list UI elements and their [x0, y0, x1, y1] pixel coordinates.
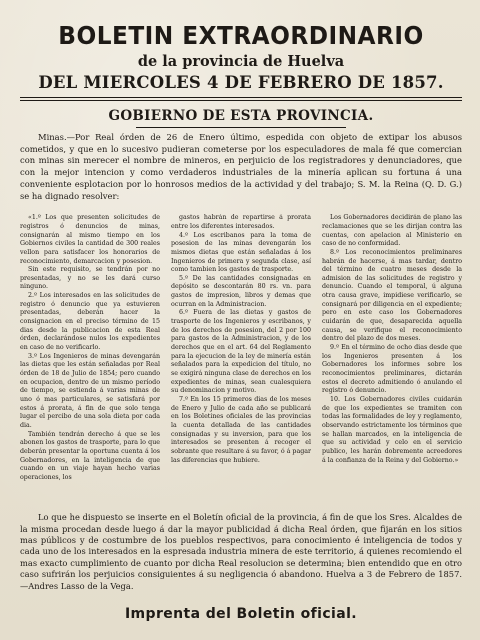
section-title: GOBIERNO DE ESTA PROVINCIA. — [108, 108, 374, 124]
paragraph: 2.º Los interesados en las solicitudes de registro ó denuncio que ya estuvieren presentadas, deberán hacer la consignacion en el preciso término de 15 dias desde la publicacion de esta Real órden, declarándose nulos los expedientes en caso de no verificarlo. — [20, 292, 160, 352]
column-2 — [171, 214, 311, 504]
column-3 — [322, 214, 462, 504]
article-columns — [20, 214, 462, 504]
paragraph: Sin este requisito, se tendrán por no presentadas, y no se les dará curso ninguno. — [20, 266, 160, 291]
paragraph: 9.º En el término de ocho dias desde que los Ingenieros presenten á los Gobernadores los informes sobre los reconocimientos preliminares, dictarán estos el decreto admitiendo ó anulando el registro ó denuncio. — [322, 344, 462, 395]
closing-paragraph: Lo que he dispuesto se inserte en el Boletín oficial de la provincia, á fin de que los Sres. Alcaldes de la misma procedan desde luego á dar la mayor publicidad á dicha Real órden, que fijarán en los sitios mas públicos y de costumbre de los pueblos respectivos, para conocimiento é inteligencia de todos y cada uno de los interesados en la espresada industria minera de este territorio, á quienes recomiendo el mas exacto cumplimiento de cuanto por dicha Real resolucion se determina; bien entendido que en otro caso sufrirán los perjuicios consiguientes á su negligencia ó abandono. Huelva a 3 de Febrero de 1857.—Andres Lasso de la Vega. — [20, 512, 462, 591]
column-1 — [20, 214, 160, 504]
section-rule — [136, 127, 346, 128]
printer-imprint: Imprenta del Boletin oficial. — [124, 606, 358, 623]
paragraph: 7.º En los 15 primeros dias de los meses de Enero y Julio de cada año se publicará en los Boletines oficiales de las provincias la cuenta detallada de las cantidades consignadas y su inversion, para que los interesados se presenten á recoger el sobrante que resultare á su favor, ó á pagar las diferencias que hubiere. — [171, 396, 311, 464]
masthead-title: BOLETIN EXTRAORDINARIO — [58, 21, 424, 50]
paragraph: 6.º Fuera de las dietas y gastos de trasporte de los Ingenieros y escribanos, y de los derechos de posesion, del 2 por 100 para gastos de la Administracion, y de los derechos que en el art. 64 del Reglamento para la ejecucion de la ley de minería están señalados para la expedicion del título, no se exigirá ninguna clase de derechos en los expedientes de minas, sean cualesquiera su denominacion y motivo. — [171, 309, 311, 395]
paragraph: 3.º Los Ingenieros de minas devengarán las dietas que les están señaladas por Real órden de 18 de Julio de 1854; pero cuando en ocupacion, dentro de un mismo período de tiempo, se estienda á varias minas de uno ó mas particulares, se satisfará por estos á prorata, á fin de que solo tenga lugar el percibo de una sola dieta por cada dia. — [20, 352, 160, 429]
header-rule-thin — [20, 100, 462, 101]
header-rule — [20, 97, 462, 98]
paragraph: 10. Los Gobernadores civiles cuidarán de que los expedientes se tramiten con todas las formalidades de ley y reglamento, observando estrictamente los términos que se hallan marcados, en la inteligencia de que su actividad y celo en el servicio publico, les harán dobremente acreedores á la confianza de la Reina y del Gobierno.» — [322, 396, 462, 464]
paragraph: 5.º De las cantidades consignadas en depósito se descontarán 80 rs. vn. para gastos de impresion, libros y demas que ocurran en la Administracion. — [171, 274, 311, 308]
paragraph: gastos habrán de repartirse á prorata entre los diferentes interesados. — [171, 214, 311, 230]
paragraph: «1.º Los que presenten solicitudes de registros ó denuncios de minas, consignarán al mismo tiempo en los Gobiernos civiles la cantidad de 300 reales vellon para satisfacer los honorarios de reconocimiento, demarcacion y posesion. — [20, 214, 160, 265]
paragraph: Los Gobernadores decidirán de plano las reclamaciones que se les dirijan contra las cuentas, con apelacion al Ministerio en caso de no conformidad. — [322, 214, 462, 248]
paragraph: 4.º Los escribanos para la toma de posesion de las minas devengarán los mismos dietas que están señaladas á los Ingenieros de primera y segunda clase, así como tambien los gastos de trasporte. — [171, 231, 311, 274]
paragraph: 8.º Los reconocimientos preliminares habrán de hacerse, á mas tardar, dentro del término de cuatro meses desde la admision de las solicitudes de registro y denuncio. Cuando el temporal, ú alguna otra causa grave, impidiese verificarlo, se consignará por diligencia en el expediente; pero en este caso los Gobernadores cuidarán de que, desaparecida aquella causa, se verifique el reconocimiento dentro del plazo de dos meses. — [322, 248, 462, 343]
masthead-subtitle: de la provincia de Huelva — [137, 53, 345, 70]
intro-paragraph: Minas.—Por Real órden de 26 de Enero último, espedida con objeto de extipar los abusos cometidos, y que en lo sucesivo pudieran cometerse por los especuladores de mala fé que comercian con minas sin merecer el nombre de mineros, en perjuicio de los registradores y denunciadores, que con la mejor intencion y como verdaderos industriales de la minería aplican su fortuna á una conveniente esplotacion por lo honrosos medios de la actividad y del trabajo; S. M. la Reina (Q. D. G.) se ha dignado resolver: — [20, 132, 462, 201]
paragraph: También tendrán derecho á que se les abonen los gastos de trasporte, para lo que deberán presentar la oportuna cuenta á los Gobernadores, en la inteligencia de que cuando en un viaje hayan hecho varias operaciones, los — [20, 430, 160, 481]
issue-date: DEL MIERCOLES 4 DE FEBRERO DE 1857. — [38, 73, 444, 92]
